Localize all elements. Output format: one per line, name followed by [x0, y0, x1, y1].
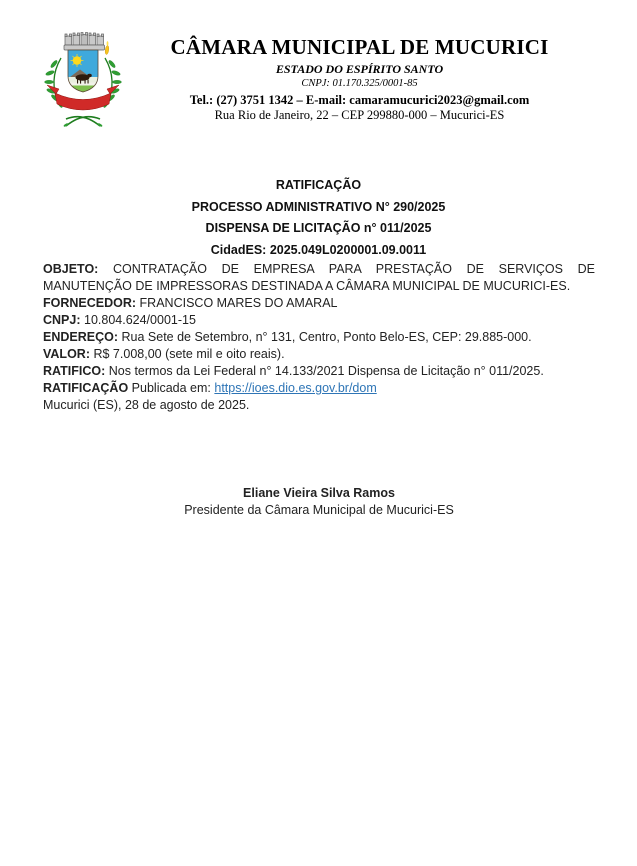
field-ratifico-label: RATIFICO: — [43, 364, 106, 379]
field-cnpj-label: CNPJ: — [43, 313, 81, 328]
document-body — [0, 261, 637, 519]
field-fornecedor-label: FORNECEDOR: — [43, 296, 137, 311]
coat-of-arms-icon — [42, 30, 124, 130]
heading-cidades: CidadES: 2025.049L0200001.09.0011 — [210, 242, 427, 257]
field-fornecedor-value: FRANCISCO MARES DO AMARAL — [139, 296, 338, 311]
field-publicacao-value: Publicada em: — [131, 381, 211, 396]
field-valor-value: R$ 7.008,00 (sete mil e oito reais). — [93, 347, 285, 362]
field-endereco-label: ENDEREÇO: — [43, 330, 119, 345]
field-publicacao — [43, 380, 595, 397]
field-objeto-label: OBJETO: — [43, 262, 99, 277]
letterhead-text — [124, 28, 595, 124]
letterhead — [0, 0, 637, 130]
signer-role: Presidente da Câmara Municipal de Mucurici-ES — [184, 503, 454, 518]
signature-block — [43, 485, 595, 519]
field-valor — [43, 346, 595, 363]
field-valor-label: VALOR: — [43, 347, 90, 362]
org-contact: Tel.: (27) 3751 1342 – E-mail: camaramucurici2023@gmail.com — [189, 92, 530, 107]
field-objeto-value: CONTRATAÇÃO DE EMPRESA PARA PRESTAÇÃO DE SERVIÇOS DE MANUTENÇÃO DE IMPRESSORAS DESTINADA A CÂMARA MUNICIPAL DE MUCURICI-ES. — [43, 262, 595, 294]
org-title: CÂMARA MUNICIPAL DE MUCURICI — [170, 35, 549, 59]
field-endereco-value: Rua Sete de Setembro, n° 131, Centro, Ponto Belo-ES, CEP: 29.885-000. — [121, 330, 532, 345]
org-cnpj: CNPJ: 01.170.325/0001-85 — [301, 78, 418, 89]
coat-of-arms-graphic — [42, 30, 124, 130]
field-cnpj-value: 10.804.624/0001-15 — [84, 313, 196, 328]
signer-name: Eliane Vieira Silva Ramos — [243, 486, 395, 501]
heading-dispensa: DISPENSA DE LICITAÇÃO n° 011/2025 — [205, 221, 432, 236]
field-objeto — [43, 261, 595, 295]
heading-ratificacao: RATIFICAÇÃO — [275, 178, 362, 192]
field-ratifico — [43, 363, 595, 380]
field-ratifico-value: Nos termos da Lei Federal n° 14.133/2021 Dispensa de Licitação n° 011/2025. — [108, 364, 544, 379]
org-address: Rua Rio de Janeiro, 22 – CEP 299880-000 – Mucurici-ES — [214, 108, 505, 122]
field-fornecedor — [43, 295, 595, 312]
heading-processo: PROCESSO ADMINISTRATIVO N° 290/2025 — [191, 199, 446, 214]
field-endereco — [43, 329, 595, 346]
field-publicacao-label: RATIFICAÇÃO — [43, 381, 129, 396]
org-state: ESTADO DO ESPÍRITO SANTO — [275, 62, 444, 76]
document-heading — [0, 175, 637, 261]
date-line: Mucurici (ES), 28 de agosto de 2025. — [43, 398, 250, 413]
publication-link[interactable]: https://ioes.dio.es.gov.br/dom — [214, 381, 377, 396]
field-cnpj — [43, 312, 595, 329]
